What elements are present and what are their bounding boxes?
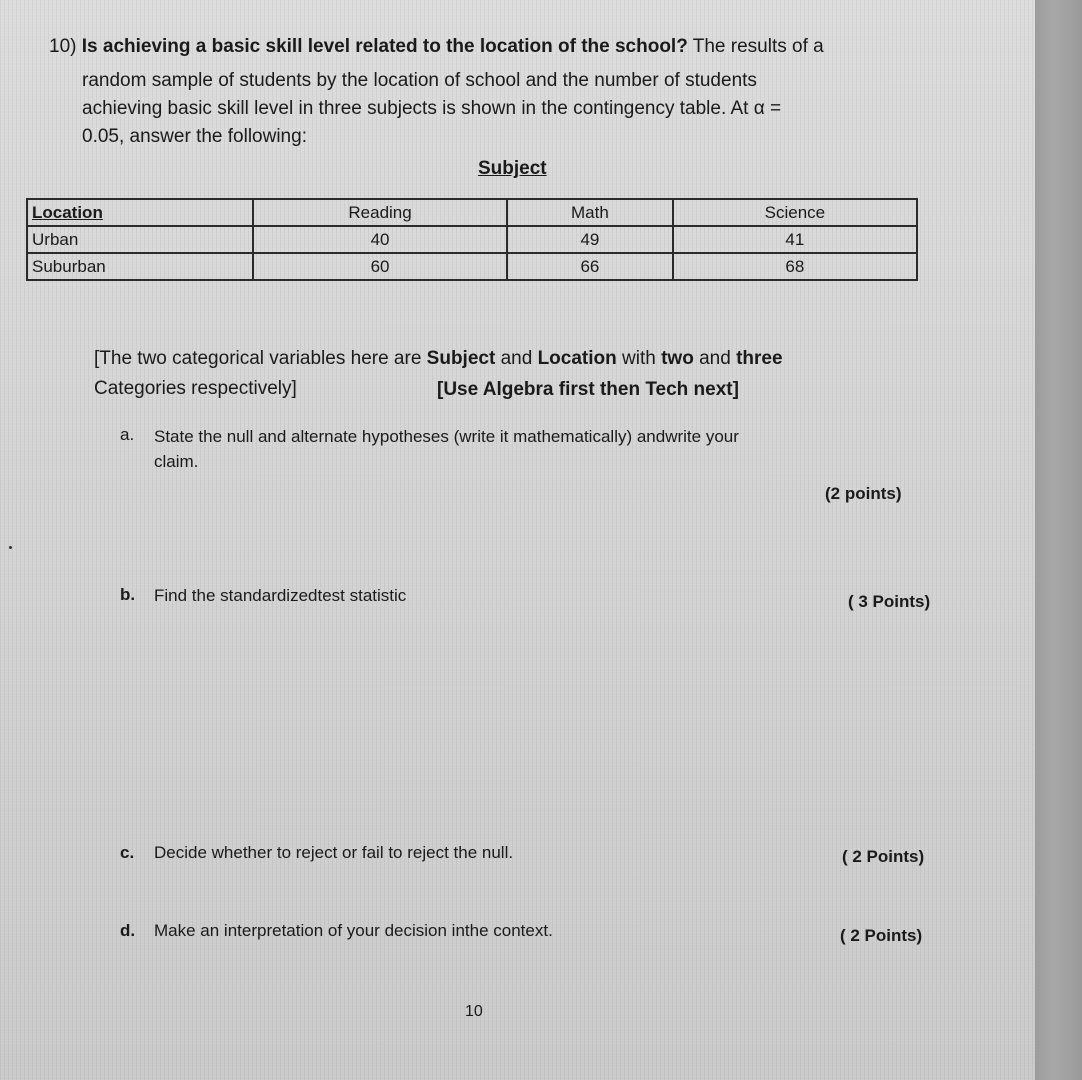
note-text: [The two categorical variables here are	[94, 348, 427, 369]
table-row	[27, 226, 917, 253]
item-b-points: ( 3 Points)	[848, 592, 931, 611]
header-math: Math	[507, 199, 673, 226]
monitor-bezel	[1035, 0, 1082, 1080]
question-line-4: 0.05, answer the following:	[82, 126, 307, 147]
speck	[9, 546, 12, 549]
cell-value: 41	[673, 226, 917, 253]
row-location: Urban	[27, 226, 253, 253]
question-lead: Is achieving a basic skill level related to the location of the school?	[81, 36, 688, 57]
row-location: Suburban	[27, 253, 253, 280]
table-header-row	[27, 199, 917, 226]
question-line-2: random sample of students by the location of school and the number of students	[82, 70, 757, 91]
note-text: and	[495, 348, 538, 369]
tech-note: [Use Algebra first then Tech next]	[437, 379, 739, 400]
contingency-table	[26, 198, 918, 281]
item-b-letter: b.	[120, 585, 136, 604]
note-text: with	[616, 348, 662, 369]
question-number: 10)	[49, 36, 77, 57]
note-text: and	[693, 348, 737, 369]
note-line-2: Categories respectively]	[94, 378, 297, 399]
cell-value: 68	[673, 253, 917, 280]
cell-value: 40	[253, 226, 507, 253]
table-row	[27, 253, 917, 280]
note-bold: three	[736, 348, 783, 369]
item-d-text: Make an interpretation of your decision inthe context.	[154, 921, 553, 940]
item-c-letter: c.	[120, 843, 135, 862]
cell-value: 60	[253, 253, 507, 280]
cell-value: 66	[507, 253, 673, 280]
cell-value: 49	[507, 226, 673, 253]
item-a-points: (2 points)	[825, 484, 902, 503]
item-d-points: ( 2 Points)	[840, 926, 923, 945]
item-a-line-2: claim.	[154, 452, 199, 471]
page-number: 10	[465, 1003, 483, 1020]
item-a-letter: a.	[120, 425, 135, 444]
item-a-line-1: State the null and alternate hypotheses (write it mathematically) andwrite your	[154, 427, 739, 446]
subject-label: Subject	[478, 158, 547, 179]
note-line-1	[94, 345, 783, 373]
question-line-3: achieving basic skill level in three subjects is shown in the contingency table. At α =	[82, 98, 782, 119]
item-d-letter: d.	[120, 921, 136, 940]
header-reading: Reading	[253, 199, 507, 226]
note-bold: Subject	[426, 348, 496, 369]
item-b-text: Find the standardizedtest statistic	[154, 586, 407, 605]
header-location: Location	[27, 199, 253, 226]
question-lead-rest: The results of a	[687, 36, 824, 57]
item-c-text: Decide whether to reject or fail to reject the null.	[154, 843, 514, 862]
note-bold: two	[661, 348, 694, 369]
note-bold: Location	[537, 348, 617, 369]
item-c-points: ( 2 Points)	[842, 847, 925, 866]
question-line-1	[49, 33, 824, 61]
header-science: Science	[673, 199, 917, 226]
